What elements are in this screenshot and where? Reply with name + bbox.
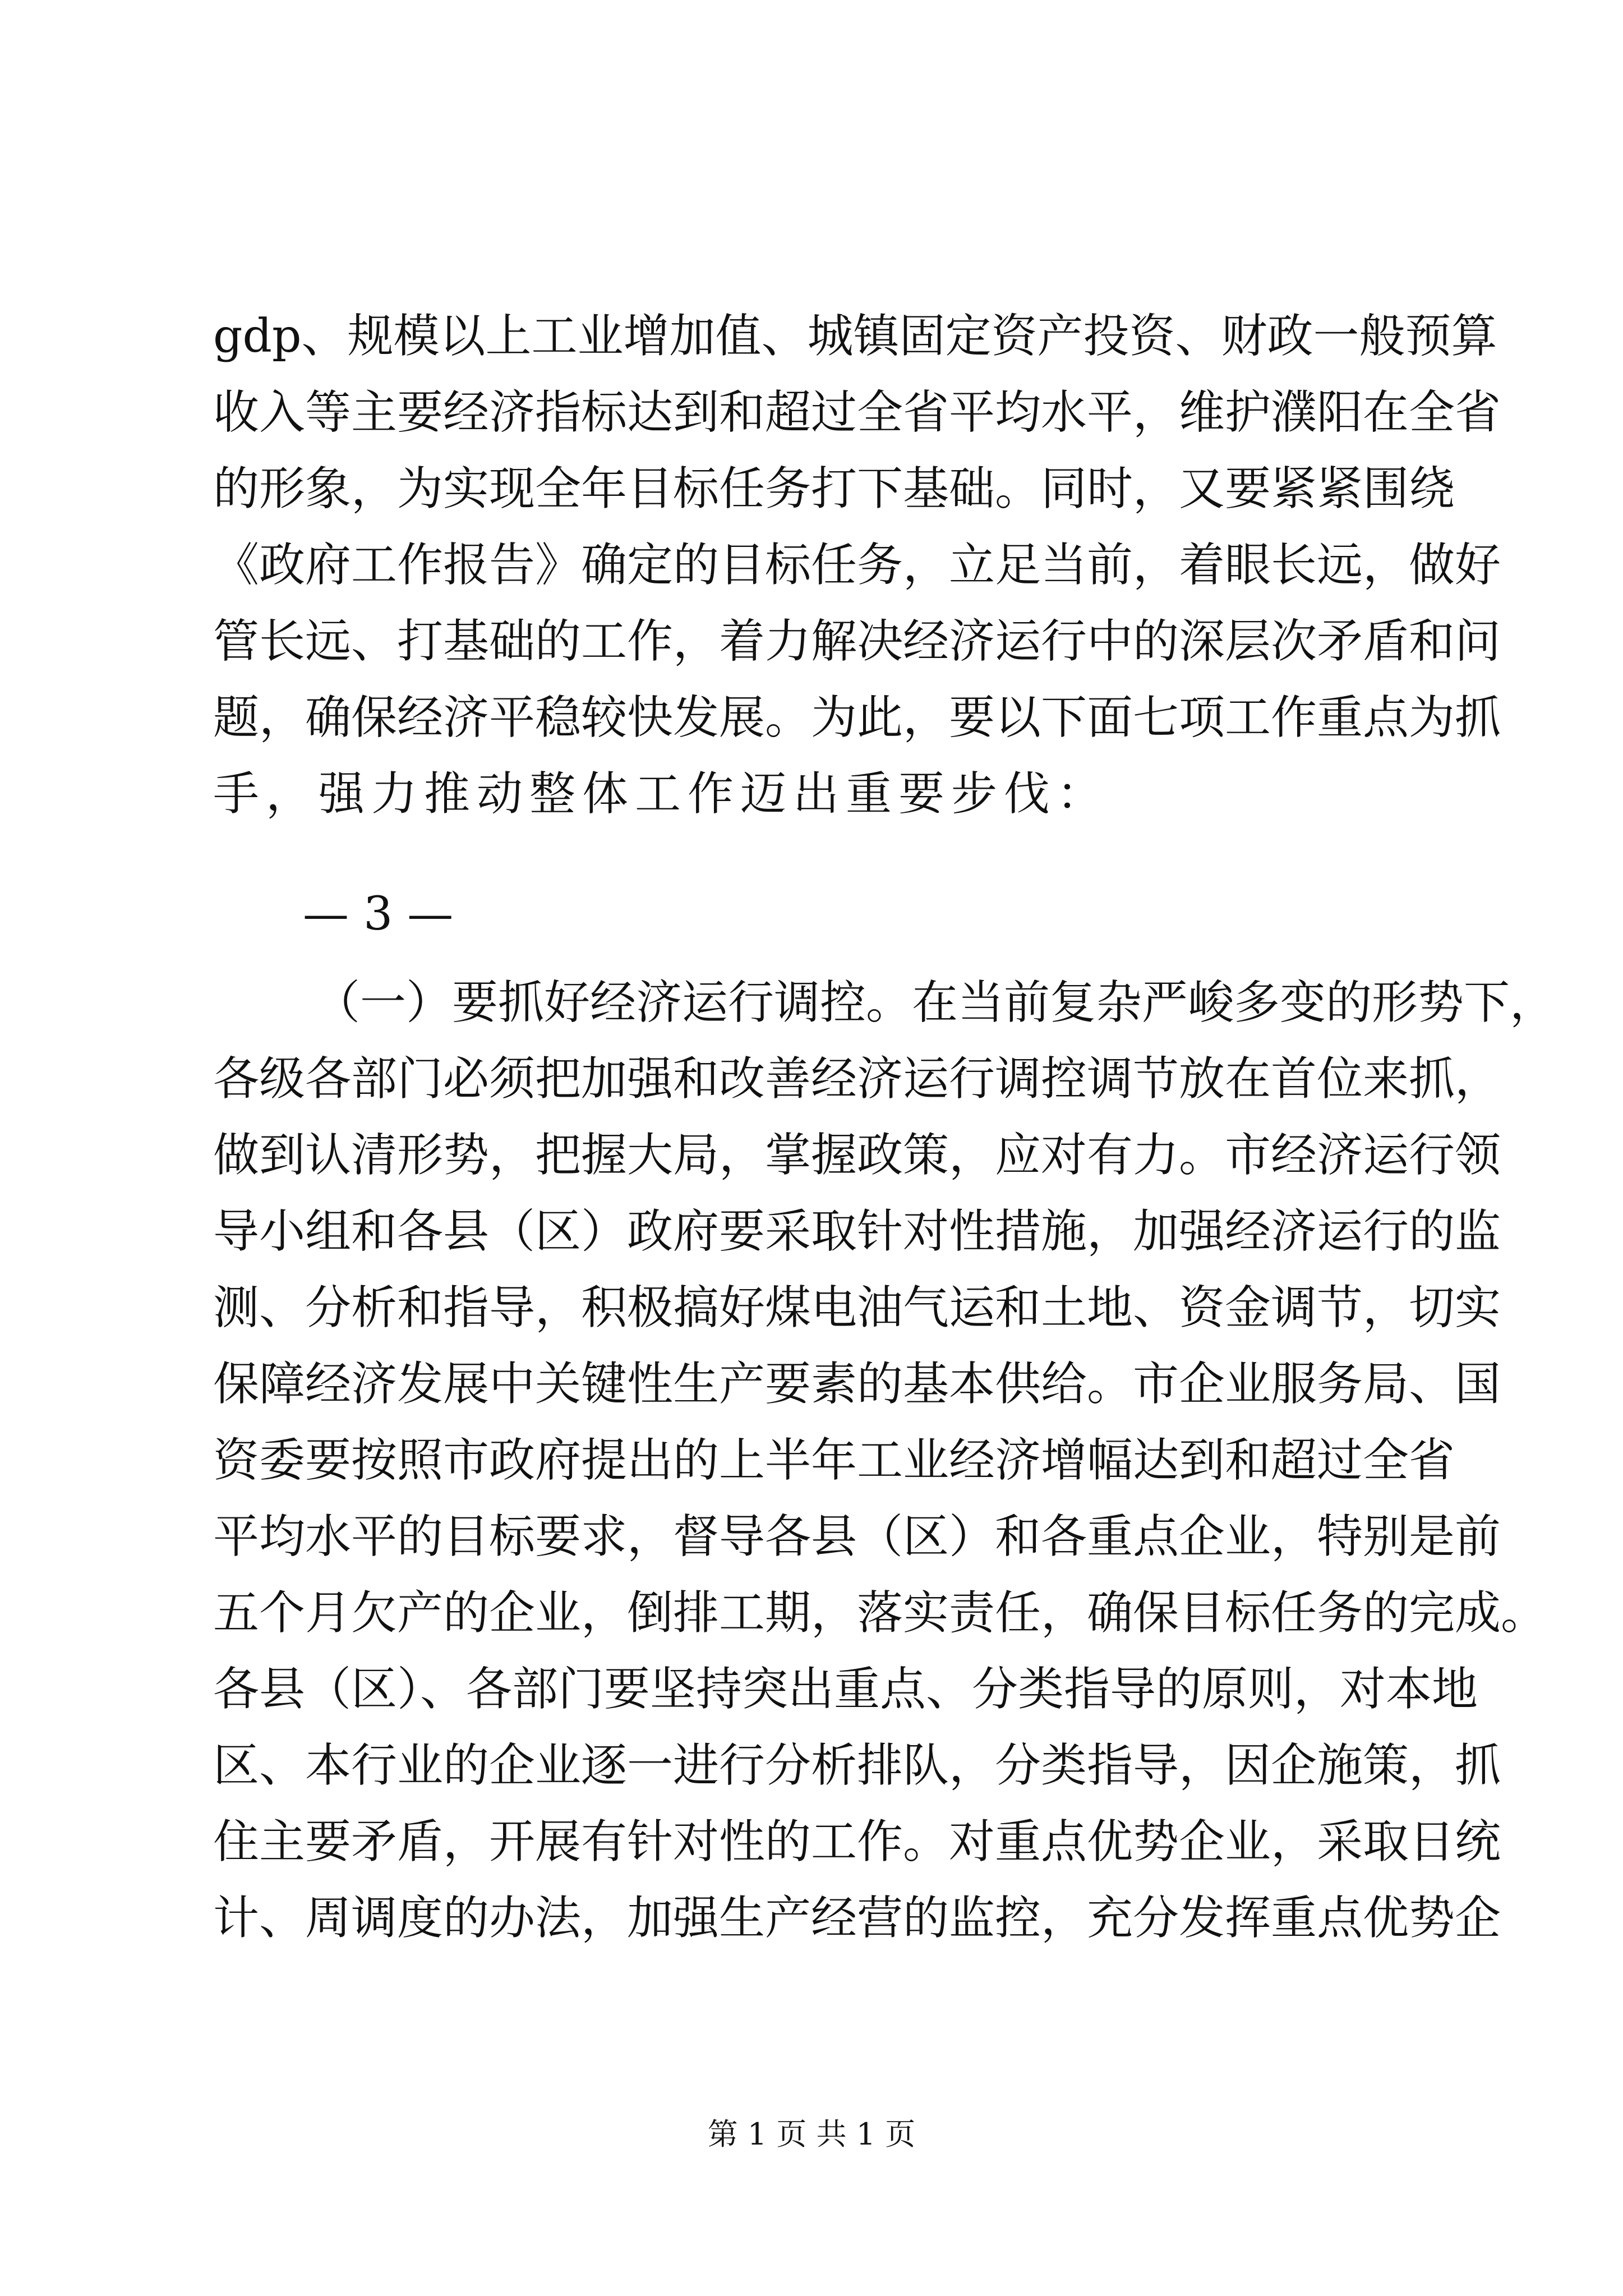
- paragraph-2-line-3: 做到认清形势，把握大局，掌握政策，应对有力。市经济运行领: [213, 1129, 1501, 1182]
- paragraph-2-line-10: 各县（区）、各部门要坚持突出重点、分类指导的原则，对本地: [213, 1663, 1478, 1716]
- paragraph-1-line-1: gdp、规模以上工业增加值、城镇固定资产投资、财政一般预算: [213, 310, 1497, 363]
- paragraph-1-line-7: 手，强力推动整体工作迈出重要步伐：: [213, 767, 1110, 821]
- paragraph-2-line-2: 各级各部门必须把加强和改善经济运行调控调节放在首位来抓，: [213, 1052, 1501, 1106]
- paragraph-2-line-9: 五个月欠产的企业，倒排工期，落实责任，确保目标任务的完成。: [213, 1586, 1547, 1640]
- paragraph-1-line-4: 《政府工作报告》确定的目标任务，立足当前，着眼长远，做好: [213, 539, 1501, 592]
- paragraph-2-line-5: 测、分析和指导，积极搞好煤电油气运和土地、资金调节，切实: [213, 1281, 1501, 1335]
- paragraph-1-line-6: 题，确保经济平稳较快发展。为此，要以下面七项工作重点为抓: [213, 691, 1501, 744]
- paragraph-2-line-7: 资委要按照市政府提出的上半年工业经济增幅达到和超过全省: [213, 1434, 1455, 1487]
- paragraph-1-line-3: 的形象，为实现全年目标任务打下基础。同时，又要紧紧围绕: [213, 462, 1455, 516]
- paragraph-1-line-5: 管长远、打基础的工作，着力解决经济运行中的深层次矛盾和问: [213, 615, 1501, 668]
- paragraph-2-line-6: 保障经济发展中关键性生产要素的基本供给。市企业服务局、国: [213, 1358, 1501, 1411]
- paragraph-2-line-8: 平均水平的目标要求，督导各县（区）和各重点企业，特别是前: [213, 1510, 1501, 1563]
- page-number-marker: — 3 —: [303, 887, 454, 941]
- paragraph-2-line-4: 导小组和各县（区）政府要采取针对性措施，加强经济运行的监: [213, 1205, 1501, 1258]
- paragraph-1-line-2: 收入等主要经济指标达到和超过全省平均水平，维护濮阳在全省: [213, 386, 1501, 439]
- paragraph-2-line-12: 住主要矛盾，开展有针对性的工作。对重点优势企业，采取日统: [213, 1815, 1501, 1869]
- paragraph-2-line-11: 区、本行业的企业逐一进行分析排队，分类指导，因企施策，抓: [213, 1739, 1501, 1792]
- paragraph-2-line-13: 计、周调度的办法，加强生产经营的监控，充分发挥重点优势企: [213, 1892, 1501, 1945]
- paragraph-2-line-1: （一）要抓好经济运行调控。在当前复杂严峻多变的形势下，: [314, 976, 1556, 1029]
- page-footer: 第 1 页 共 1 页: [707, 2116, 916, 2152]
